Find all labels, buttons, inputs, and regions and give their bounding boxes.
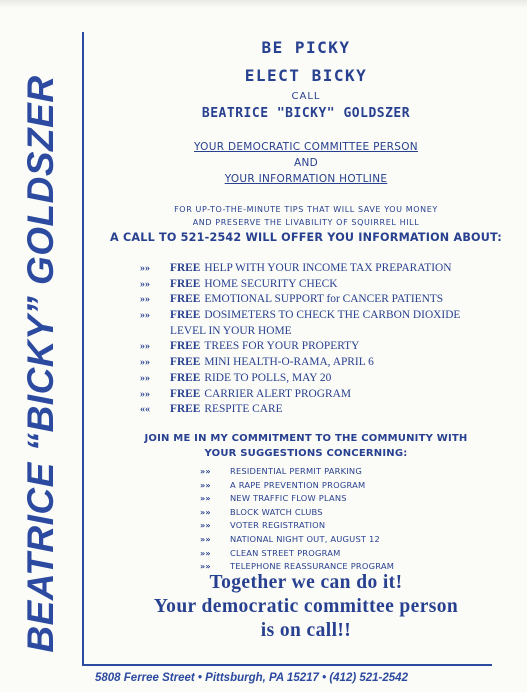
double-chevron-icon: »»: [200, 480, 211, 490]
double-chevron-left-icon: ««: [140, 404, 150, 416]
role-hotline: YOUR INFORMATION HOTLINE: [224, 173, 388, 185]
list-item: »» RESIDENTIAL PERMIT PARKING: [200, 465, 500, 479]
join-line-2: YOUR SUGGESTIONS CONCERNING:: [204, 448, 408, 459]
suggestions-list: [200, 465, 500, 574]
double-chevron-icon: »»: [200, 521, 211, 531]
list-item: »» CLEAN STREET PROGRAM: [200, 547, 500, 561]
intro-call-line: A CALL TO 521-2542 WILL OFFER YOU INFORMATION ABOUT:: [110, 231, 502, 244]
double-chevron-icon: »»: [140, 388, 150, 400]
sidebar-candidate-name: BEATRICE “BICKY” GOLDSZER: [20, 75, 61, 653]
role-committee-person: YOUR DEMOCRATIC COMMITTEE PERSON: [194, 141, 418, 153]
double-chevron-icon: »»: [140, 372, 150, 384]
double-chevron-icon: »»: [200, 548, 211, 558]
slogan-line-1: BE PICKY: [261, 38, 351, 57]
double-chevron-icon: »»: [200, 494, 211, 504]
list-item: »» FREE MINI HEALTH-O-RAMA, APRIL 6: [140, 355, 520, 371]
footer-address: 5808 Ferree Street • Pittsburgh, PA 15217 • (412) 521-2542: [95, 672, 408, 684]
double-chevron-icon: »»: [200, 507, 211, 517]
double-chevron-icon: »»: [200, 534, 211, 544]
list-item: »» FREE HELP WITH YOUR INCOME TAX PREPARATION: [140, 261, 520, 277]
scan-edge: [0, 0, 527, 8]
bottom-divider: [82, 664, 492, 666]
double-chevron-icon: »»: [140, 278, 150, 290]
list-item: »» NATIONAL NIGHT OUT, AUGUST 12: [200, 533, 500, 547]
role-and: AND: [293, 157, 319, 169]
list-item: »» FREE CARRIER ALERT PROGRAM: [140, 387, 520, 403]
double-chevron-icon: »»: [140, 310, 150, 322]
vertical-divider: [82, 32, 84, 666]
list-item: »» BLOCK WATCH CLUBS: [200, 506, 500, 520]
double-chevron-icon: »»: [140, 357, 150, 369]
list-item: »» FREE RIDE TO POLLS, MAY 20: [140, 371, 520, 387]
list-item: »» FREE HOME SECURITY CHECK: [140, 277, 520, 293]
list-item: »» FREE DOSIMETERS TO CHECK THE CARBON DIOXIDE: [140, 308, 520, 324]
candidate-name: BEATRICE "BICKY" GOLDSZER: [201, 106, 411, 121]
intro-line-2: AND PRESERVE THE LIVABILITY OF SQUIRREL HILL: [192, 218, 420, 227]
closing-line-2: Your democratic committee person: [153, 596, 459, 617]
list-item: »» TELEPHONE REASSURANCE PROGRAM: [200, 560, 500, 574]
double-chevron-icon: »»: [200, 467, 211, 476]
double-chevron-icon: »»: [140, 294, 150, 306]
double-chevron-icon: »»: [140, 263, 150, 274]
join-line-1: JOIN ME IN MY COMMITMENT TO THE COMMUNITY WITH: [144, 433, 468, 444]
slogan-line-2: ELECT BICKY: [244, 66, 368, 85]
list-item: »» FREE EMOTIONAL SUPPORT for CANCER PATIENTS: [140, 292, 520, 308]
list-item: »» NEW TRAFFIC FLOW PLANS: [200, 492, 500, 506]
intro-line-1: FOR UP-TO-THE-MINUTE TIPS THAT WILL SAVE YOU MONEY: [174, 205, 438, 214]
list-item: »» A RAPE PREVENTION PROGRAM: [200, 479, 500, 493]
list-item: »» VOTER REGISTRATION: [200, 519, 500, 533]
list-item: «« FREE RESPITE CARE: [140, 402, 520, 418]
list-item: »» FREE TREES FOR YOUR PROPERTY: [140, 339, 520, 355]
double-chevron-icon: »»: [200, 562, 211, 572]
offers-list: [140, 261, 520, 418]
closing-line-1: Together we can do it!: [209, 572, 403, 593]
double-chevron-icon: »»: [140, 341, 150, 353]
closing-line-3: is on call!!: [260, 620, 352, 641]
list-item-continuation: LEVEL IN YOUR HOME: [170, 324, 292, 337]
call-label: CALL: [291, 91, 321, 102]
